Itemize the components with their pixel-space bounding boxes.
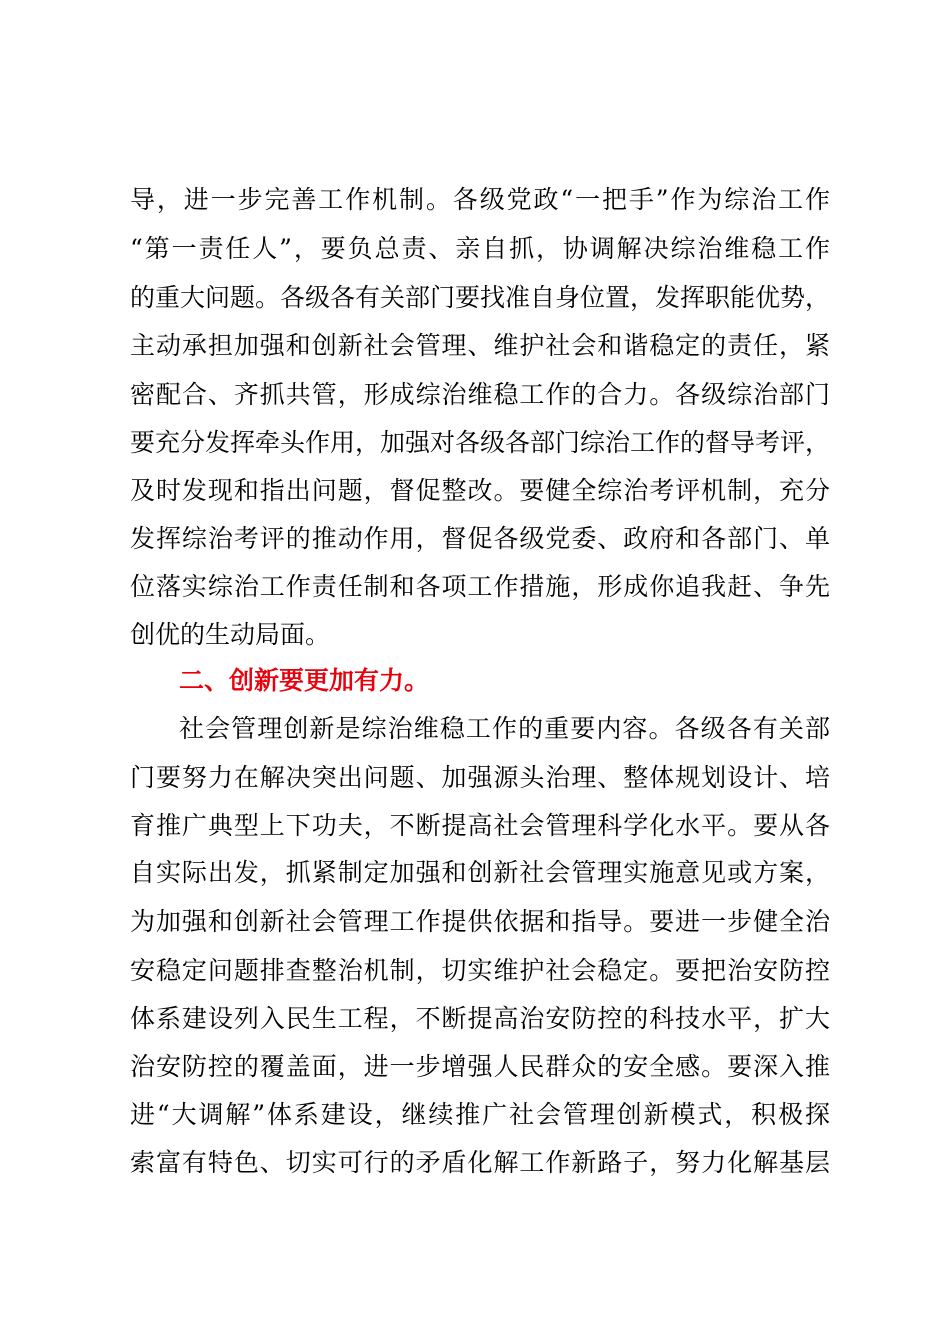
paragraph-2-line-7: 体系建设列入民生工程，不断提高治安防控的科技水平，扩大 xyxy=(130,1004,830,1033)
paragraph-1-line-1: 导，进一步完善工作机制。各级党政“一把手”作为综治工作 xyxy=(130,185,830,214)
paragraph-1-line-7: 及时发现和指出问题，督促整改。要健全综治考评机制，充分 xyxy=(130,476,830,505)
section-heading: 二、创新要更加有力。 xyxy=(179,666,430,695)
paragraph-1-line-10: 创优的生动局面。 xyxy=(130,620,331,649)
paragraph-2-line-2: 门要努力在解决突出问题、加强源头治理、整体规划设计、培 xyxy=(130,763,830,792)
paragraph-1-line-8: 发挥综治考评的推动作用，督促各级党委、政府和各部门、单 xyxy=(130,524,830,553)
paragraph-1-line-2: “第一责任人”，要负总责、亲自抓，协调解决综治维稳工作 xyxy=(130,234,830,263)
paragraph-1-line-4: 主动承担加强和创新社会管理、维护社会和谐稳定的责任，紧 xyxy=(130,331,830,360)
paragraph-1-line-6: 要充分发挥牵头作用，加强对各级各部门综治工作的督导考评， xyxy=(130,428,831,457)
paragraph-2-line-5: 为加强和创新社会管理工作提供依据和指导。要进一步健全治 xyxy=(130,907,830,936)
paragraph-2-line-3: 育推广典型上下功夫，不断提高社会管理科学化水平。要从各 xyxy=(130,811,830,840)
paragraph-2-line-1: 社会管理创新是综治维稳工作的重要内容。各级各有关部 xyxy=(179,714,830,743)
paragraph-2-line-6: 安稳定问题排查整治机制，切实维护社会稳定。要把治安防控 xyxy=(130,956,830,985)
paragraph-2-line-10: 索富有特色、切实可行的矛盾化解工作新路子，努力化解基层 xyxy=(130,1148,830,1177)
paragraph-1-line-3: 的重大问题。各级各有关部门要找准自身位置，发挥职能优势， xyxy=(130,283,831,312)
paragraph-2-line-8: 治安防控的覆盖面，进一步增强人民群众的安全感。要深入推 xyxy=(130,1052,830,1081)
paragraph-2-line-4: 自实际出发，抓紧制定加强和创新社会管理实施意见或方案， xyxy=(130,858,830,887)
paragraph-1-line-9: 位落实综治工作责任制和各项工作措施，形成你追我赶、争先 xyxy=(130,572,830,601)
paragraph-1-line-5: 密配合、齐抓共管，形成综治维稳工作的合力。各级综治部门 xyxy=(130,380,830,409)
paragraph-2-line-9: 进“大调解”体系建设，继续推广社会管理创新模式，积极探 xyxy=(130,1100,830,1129)
